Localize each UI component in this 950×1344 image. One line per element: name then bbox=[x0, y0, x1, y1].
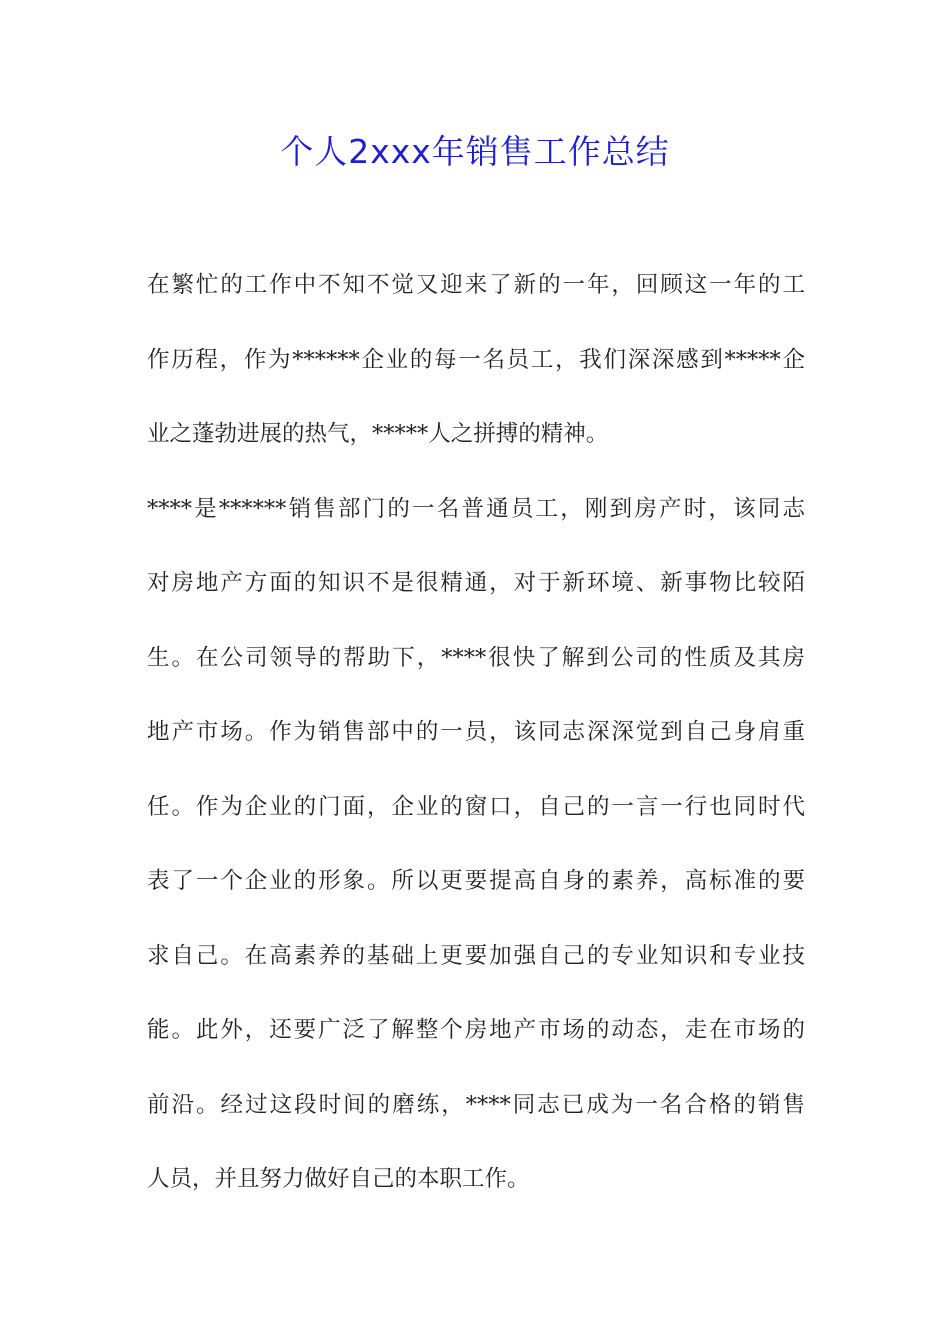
document-title: 个人2xxx年销售工作总结 bbox=[280, 132, 670, 171]
paragraph-line: 在繁忙的工作中不知不觉又迎来了新的一年，回顾这一年的工 bbox=[147, 272, 805, 298]
paragraph-line: 表了一个企业的形象。所以更要提高自身的素养，高标准的要 bbox=[147, 868, 805, 894]
paragraph-line: ****是******销售部门的一名普通员工，刚到房产时，该同志 bbox=[147, 495, 805, 522]
paragraph-line: 求自己。在高素养的基础上更要加强自己的专业知识和专业技 bbox=[147, 942, 805, 969]
paragraph-line: 生。在公司领导的帮助下，****很快了解到公司的性质及其房 bbox=[147, 644, 805, 671]
paragraph-line: 人员，并且努力做好自己的本职工作。 bbox=[147, 1166, 530, 1192]
paragraph-line: 业之蓬勃进展的热气，*****人之拼搏的精神。 bbox=[147, 421, 609, 447]
paragraph-1 bbox=[147, 262, 805, 486]
document-body bbox=[147, 262, 805, 1231]
paragraph-line: 任。作为企业的门面，企业的窗口，自己的一言一行也同时代 bbox=[147, 793, 805, 820]
paragraph-line: 对房地产方面的知识不是很精通，对于新环境、新事物比较陌 bbox=[147, 570, 805, 596]
paragraph-line: 前沿。经过这段时间的磨练，****同志已成为一名合格的销售 bbox=[147, 1091, 805, 1118]
paragraph-line: 地产市场。作为销售部中的一员，该同志深深觉到自己身肩重 bbox=[147, 719, 805, 745]
paragraph-line: 能。此外，还要广泛了解整个房地产市场的动态，走在市场的 bbox=[147, 1017, 805, 1043]
paragraph-line: 作历程，作为******企业的每一名员工，我们深深感到*****企 bbox=[147, 346, 805, 373]
paragraph-2 bbox=[147, 486, 805, 1231]
